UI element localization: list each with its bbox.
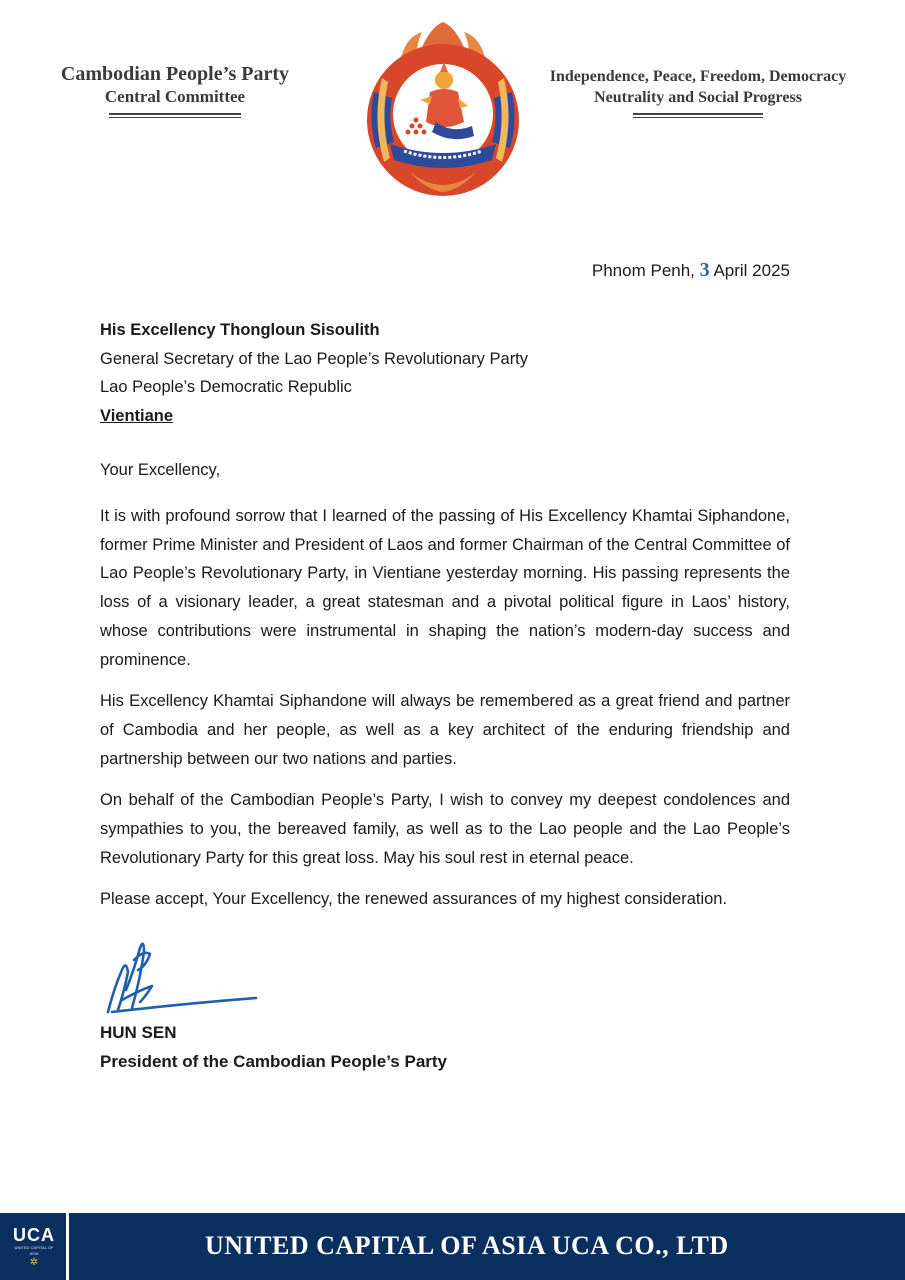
party-committee: Central Committee xyxy=(104,87,246,106)
paragraph-3: On behalf of the Cambodian People’s Party, I wish to convey my deepest condolences and sympathies to you, the bereaved family, as well as to the Lao people and the Lao People’s Revolutionary Party for this great loss. May his soul rest in eternal peace. xyxy=(100,791,790,867)
header-rule-right xyxy=(633,113,763,118)
signer-block xyxy=(100,1018,447,1076)
header-rule-left xyxy=(109,113,241,118)
footer-divider xyxy=(66,1213,69,1280)
recipient-title: General Secretary of the Lao People’s Revolutionary Party xyxy=(100,349,529,368)
date-day: 3 xyxy=(699,259,710,281)
recipient-name: His Excellency Thongloun Sisoulith xyxy=(100,321,380,339)
footer-company-name: UNITED CAPITAL OF ASIA UCA CO., LTD xyxy=(205,1231,729,1260)
motto-header xyxy=(528,66,868,118)
paragraph-1: It is with profound sorrow that I learned of the passing of His Excellency Khamtai Siphandone, former Prime Minister and President of Laos and former Chairman of the Central Committee of Lao People’s Revolutionary Party, in Vientiane yesterday morning. His passing represents the loss of a visionary leader, a great statesman and a pivotal political figure in Laos’ history, whose contributions were instrumental in shaping the nation’s modern-day success and prominence. xyxy=(100,507,790,669)
party-emblem-icon xyxy=(360,22,526,202)
date-month-year: April 2025 xyxy=(713,261,790,280)
signer-title: President of the Cambodian People’s Party xyxy=(100,1052,448,1071)
letter-date xyxy=(592,259,790,282)
logo-text: UCA xyxy=(13,1225,55,1245)
star-icon: ✲ xyxy=(29,1257,39,1268)
motto-line1: Independence, Peace, Freedom, Democracy xyxy=(549,68,847,85)
signer-name: HUN SEN xyxy=(100,1023,177,1042)
party-name: Cambodian People’s Party xyxy=(60,63,290,85)
motto-line2: Neutrality and Social Progress xyxy=(594,89,802,106)
date-place: Phnom Penh, xyxy=(591,261,695,280)
salutation: Your Excellency, xyxy=(100,461,221,479)
paragraph-2: His Excellency Khamtai Siphandone will always be remembered as a great friend and partner of Cambodia and her people, as well as a key architect of the enduring friendship and partnership between our two nations and parties. xyxy=(100,692,790,768)
logo-subtext: UNITED CAPITAL OF ASIA xyxy=(14,1245,54,1256)
letter-body xyxy=(100,502,790,927)
party-header xyxy=(30,62,320,118)
recipient-country: Lao People’s Democratic Republic xyxy=(100,378,352,396)
handwritten-signature xyxy=(100,930,270,1020)
recipient-city: Vientiane xyxy=(100,406,174,425)
uca-logo xyxy=(10,1225,58,1273)
paragraph-4: Please accept, Your Excellency, the renewed assurances of my highest consideration. xyxy=(100,890,728,909)
footer-banner xyxy=(0,1213,905,1280)
recipient-block xyxy=(100,316,790,430)
